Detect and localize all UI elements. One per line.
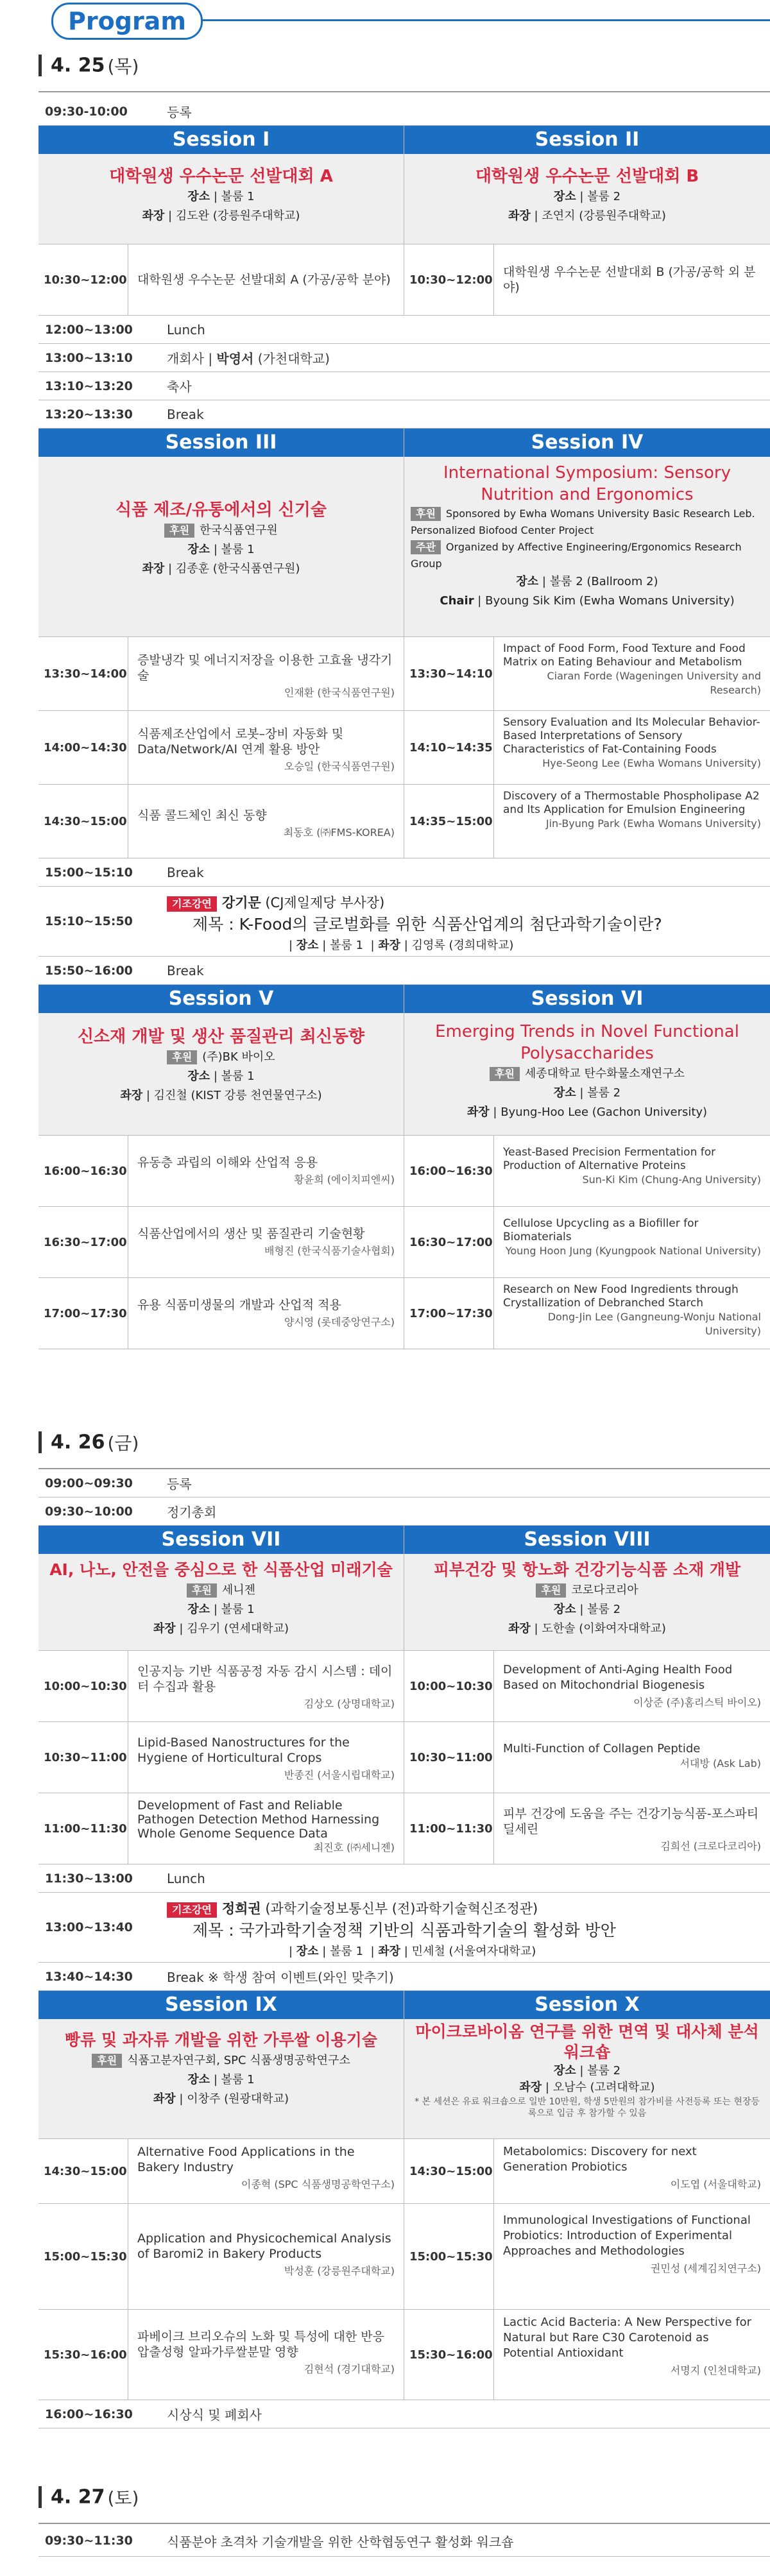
talk-time: 11:00~11:30	[404, 1793, 494, 1864]
keynote-speaker: 기조강연 정희권 (과학기술정보통신부 (전)과학기술혁신조정관)	[167, 1899, 770, 1918]
talk-time: 10:30~12:00	[404, 244, 494, 315]
session-chair: 좌장 | 도한솔 (이화여자대학교)	[508, 1622, 666, 1635]
day3-header	[38, 2484, 770, 2524]
keynote-body	[167, 887, 770, 956]
talk-content: 식품 콜드체인 최신 동향 최동호 (㈜FMS-KOREA)	[137, 808, 395, 839]
talk-row	[404, 2309, 770, 2400]
talk-content: Application and Physicochemical Analysis of Baromi2 in Bakery Products 박성훈 (강릉원주대학교)	[137, 2231, 395, 2277]
talk-content: Impact of Food Form, Food Texture and Food Matrix on Eating Behaviour and Metabolism Ciaran Forde (Wageningen University and Research)	[503, 642, 761, 696]
talk-content: Development of Fast and Reliable Pathogen Detection Method Harnessing Whole Genome Sequence Data 최진호 (㈜세니젠)	[137, 1798, 395, 1854]
session-venue: 장소 | 볼룸 2	[553, 1603, 621, 1616]
day1-schedule	[38, 98, 770, 1349]
session-sponsor: 후원 세니젠	[45, 1581, 397, 1600]
session-info	[38, 1013, 404, 1135]
talk-row	[404, 244, 770, 315]
session-organizer: 주관 Organized by Affective Engineering/Ergonomics Research Group	[411, 541, 742, 570]
keynote-venue: | 장소 | 볼룸 1 | 좌장 | 민세철 (서울여자대학교)	[289, 1945, 536, 1958]
talk-time: 16:30~17:00	[38, 1207, 128, 1277]
row-time: 13:20~13:30	[45, 407, 133, 422]
row-event: Break	[167, 962, 204, 978]
session-title: 식품 제조/유통에서의 신기술	[116, 500, 327, 520]
session-note: * 본 세션은 유료 워크숍으로 일반 10만원, 학생 5만원의 참가비를 사전등록 또는 현장등록으로 입금 후 참가할 수 있음	[415, 2097, 760, 2119]
keynote-row	[38, 887, 770, 957]
row-event: Lunch	[167, 321, 205, 337]
session-info	[404, 1013, 770, 1135]
talk-time: 11:00~11:30	[38, 1793, 128, 1864]
row-event: 개회사 | 박영서 (가천대학교)	[167, 351, 330, 366]
session-name: Session I	[38, 126, 404, 154]
day-bar	[38, 2486, 42, 2508]
session-name: Session VII	[38, 1526, 404, 1554]
row-event: Break	[167, 406, 204, 422]
talk-row	[404, 1135, 770, 1206]
schedule-row	[38, 400, 770, 429]
session-pair-9-10	[38, 1991, 770, 2400]
talk-time: 14:30~15:00	[38, 785, 128, 858]
keynote-venue: | 장소 | 볼룸 1 | 좌장 | 김영록 (경희대학교)	[289, 939, 514, 952]
row-event: Break	[167, 864, 204, 880]
talk-content: 인공지능 기반 식품공정 자동 감시 시스템 : 데이터 수집과 활용 김상오 (상명대학교)	[137, 1664, 395, 1710]
talk-row	[38, 2309, 404, 2400]
session-info	[404, 457, 770, 636]
schedule-row	[38, 1864, 770, 1893]
session-venue: 장소 | 볼룸 1	[187, 1603, 255, 1616]
schedule-row	[38, 858, 770, 887]
talk-content: Immunological Investigations of Functional Probiotics: Introduction of Experimental Approaches and Methodologies 권민성 (세계김치연구소)	[503, 2213, 761, 2274]
row-event: Break ※ 학생 참여 이벤트(와인 맞추기)	[167, 1970, 394, 1985]
session-title: 빵류 및 과자류 개발을 위한 가루쌀 이용기술	[65, 2031, 377, 2049]
talk-time: 14:00~14:30	[38, 711, 128, 784]
day-date: 4. 25	[51, 54, 105, 77]
session-info	[38, 457, 404, 636]
session-chair: 좌장 | Byung-Hoo Lee (Gachon University)	[466, 1105, 708, 1119]
row-time: 12:00~13:00	[45, 322, 133, 337]
row-event: Lunch	[167, 1870, 205, 1886]
session-venue: 장소 | 볼룸 2	[553, 1086, 621, 1100]
row-time: 09:30~10:00	[45, 1504, 133, 1519]
row-event: 등록	[167, 1476, 192, 1492]
talk-row	[404, 784, 770, 858]
session-title: AI, 나노, 안전을 중심으로 한 식품산업 미래기술	[49, 1560, 393, 1579]
schedule-row	[38, 372, 770, 400]
talk-content: 피부 건강에 도움을 주는 건강기능식품-포스파티딜세린 김희선 (크로다코리아)	[503, 1807, 761, 1852]
talk-row	[404, 710, 770, 784]
talk-time: 15:00~15:30	[38, 2204, 128, 2309]
talk-row	[38, 784, 404, 858]
session-x	[404, 1991, 770, 2400]
talk-row	[38, 1135, 404, 1206]
session-sponsor: 후원 Sponsored by Ewha Womans University Basic Research Leb. Personalized Biofood Center Project	[411, 508, 755, 536]
day-weekday: (금)	[107, 1433, 139, 1454]
session-sponsor: 후원 (주)BK 바이오	[45, 1048, 397, 1067]
session-title: 피부건강 및 항노화 건강기능식품 소재 개발	[433, 1560, 741, 1579]
talk-row	[38, 1721, 404, 1793]
program-header	[0, 0, 770, 38]
talk-content: Yeast-Based Precision Fermentation for Production of Alternative Proteins Sun-Ki Kim (Chung-Ang University)	[503, 1146, 761, 1186]
day-date: 4. 26	[51, 1431, 105, 1454]
keynote-row	[38, 1893, 770, 1963]
talk-content: 식품산업에서의 생산 및 품질관리 기술현황 배형진 (한국식품기술사협회)	[137, 1227, 395, 1257]
session-info	[404, 154, 770, 244]
session-name: Session VIII	[404, 1526, 770, 1554]
day-weekday: (토)	[107, 2487, 139, 2509]
day1-header	[38, 53, 770, 92]
talk-content: Sensory Evaluation and Its Molecular Behavior-Based Interpretations of Sensory Characteristics of Fat-Containing Foods Hye-Seong Lee (Ewha Womans University)	[503, 716, 761, 769]
talk-content: Lactic Acid Bacteria: A New Perspective for Natural but Rare C30 Carotenoid as Potential Antioxidant 서명지 (인천대학교)	[503, 2316, 761, 2376]
session-venue: 장소 | 볼룸 1	[187, 2073, 255, 2086]
keynote-speaker: 기조강연 강기문 (CJ제일제당 부사장)	[167, 893, 770, 912]
header-rule	[193, 19, 770, 21]
session-chair: Chair | Byoung Sik Kim (Ewha Womans University)	[440, 594, 735, 608]
session-info	[38, 1554, 404, 1650]
session-viii	[404, 1526, 770, 1864]
row-time: 13:00~13:10	[45, 350, 133, 365]
session-chair: 좌장 | 김우기 (연세대학교)	[153, 1622, 289, 1635]
session-title: 마이크로바이옴 연구를 위한 면역 및 대사체 분석 워크숍	[415, 2022, 759, 2061]
keynote-title: 제목 : K-Food의 글로벌화를 위한 식품산업계의 첨단과학기술이란?	[193, 915, 662, 934]
session-chair: 좌장 | 이창주 (원광대학교)	[153, 2092, 289, 2106]
talk-content: 파베이크 브리오슈의 노화 및 특성에 대한 반응압출성형 알파가루쌀분말 영향 김현석 (경기대학교)	[137, 2330, 395, 2375]
row-event: 등록	[167, 105, 192, 120]
row-event: 정기총회	[167, 1505, 217, 1520]
session-pair-5-6	[38, 985, 770, 1349]
talk-content: Cellulose Upcycling as a Biofiller for Biomaterials Young Hoon Jung (Kyungpook National University)	[503, 1217, 761, 1257]
talk-time: 10:30~11:00	[38, 1722, 128, 1793]
talk-row	[404, 1206, 770, 1277]
row-time: 09:30-10:00	[45, 104, 128, 119]
schedule-row	[38, 98, 770, 126]
session-pair-1-2	[38, 126, 770, 316]
session-chair: 좌장 | 김도완 (강릉원주대학교)	[142, 209, 300, 223]
session-name: Session IV	[404, 429, 770, 457]
talk-row	[38, 710, 404, 784]
row-time: 09:30~11:30	[45, 2534, 133, 2548]
session-sponsor: 후원 세종대학교 탄수화물소재연구소	[411, 1064, 764, 1084]
session-iv	[404, 429, 770, 858]
day-rule	[38, 2523, 770, 2524]
talk-row	[404, 2203, 770, 2309]
row-time: 09:00~09:30	[45, 1476, 133, 1490]
session-sponsor: 후원 코로다코리아	[411, 1581, 764, 1600]
session-ix	[38, 1991, 404, 2400]
keynote-title: 제목 : 국가과학기술정책 기반의 식품과학기술의 활성화 방안	[193, 1921, 616, 1940]
session-title: Emerging Trends in Novel Functional Polysaccharides	[435, 1022, 739, 1063]
talk-time: 17:00~17:30	[404, 1278, 494, 1349]
talk-time: 13:30~14:10	[404, 637, 494, 710]
talk-row	[404, 1793, 770, 1864]
session-venue: 장소 | 볼룸 1	[187, 190, 255, 203]
schedule-row	[38, 2400, 770, 2428]
session-title: 신소재 개발 및 생산 품질관리 최신동향	[77, 1027, 365, 1046]
talk-content: Lipid-Based Nanostructures for the Hygiene of Horticultural Crops 반종진 (서울시립대학교)	[137, 1736, 395, 1781]
schedule-row	[38, 957, 770, 985]
talk-time: 14:30~15:00	[404, 2139, 494, 2203]
session-vii	[38, 1526, 404, 1864]
talk-row	[38, 636, 404, 710]
talk-content: 유용 식품미생물의 개발과 산업적 적용 양시영 (롯데중앙연구소)	[137, 1298, 395, 1328]
day-bar	[38, 55, 42, 76]
talk-time: 14:10~14:35	[404, 711, 494, 784]
session-vi	[404, 985, 770, 1349]
schedule-row	[38, 1497, 770, 1526]
talk-time: 16:00~16:30	[38, 1136, 128, 1206]
session-title: 대학원생 우수논문 선발대회 B	[475, 167, 699, 186]
talk-time: 15:30~16:00	[404, 2310, 494, 2400]
row-event: 식품분야 초격차 기술개발을 위한 산학협동연구 활성화 워크숍	[167, 2534, 514, 2550]
session-venue: 장소 | 볼룸 2	[553, 190, 621, 203]
row-time: 13:00~13:40	[45, 1920, 133, 1934]
day2-schedule	[38, 1469, 770, 2428]
session-title: International Symposium: Sensory Nutrition and Ergonomics	[443, 463, 731, 504]
session-title: 대학원생 우수논문 선발대회 A	[109, 167, 333, 186]
talk-time: 10:30~12:00	[38, 244, 128, 315]
talk-row	[404, 1277, 770, 1349]
session-chair: 좌장 | 조연지 (강릉원주대학교)	[508, 209, 666, 223]
row-time: 13:10~13:20	[45, 379, 133, 393]
session-sponsor: 후원 식품고분자연구회, SPC 식품생명공학연구소	[45, 2051, 397, 2070]
session-name: Session X	[404, 1991, 770, 2019]
session-v	[38, 985, 404, 1349]
session-venue: 장소 | 볼룸 1	[187, 1070, 255, 1083]
schedule-row	[38, 316, 770, 344]
session-venue: 장소 | 볼룸 1	[187, 543, 255, 556]
day-weekday: (목)	[107, 56, 139, 77]
talk-content: 증발냉각 및 에너지저장을 이용한 고효율 냉각기술 인재환 (한국식품연구원)	[137, 653, 395, 699]
session-name: Session VI	[404, 985, 770, 1013]
session-venue: 장소 | 볼룸 2 (Ballroom 2)	[516, 575, 658, 588]
row-time: 15:00~15:10	[45, 865, 133, 880]
talk-row	[38, 1277, 404, 1349]
talk-row	[404, 1650, 770, 1721]
session-info	[404, 2019, 770, 2138]
row-time: 11:30~13:00	[45, 1871, 133, 1886]
session-name: Session III	[38, 429, 404, 457]
talk-time: 13:30~14:00	[38, 637, 128, 710]
talk-time: 14:35~15:00	[404, 785, 494, 858]
session-pair-3-4	[38, 429, 770, 858]
program-title: Program	[51, 3, 203, 40]
row-time: 16:00~16:30	[45, 2407, 133, 2421]
session-iii	[38, 429, 404, 858]
session-pair-7-8	[38, 1526, 770, 1864]
talk-row	[38, 1793, 404, 1864]
talk-time: 10:00~10:30	[38, 1651, 128, 1721]
talk-time: 16:00~16:30	[404, 1136, 494, 1206]
session-info	[38, 2019, 404, 2138]
talk-title: 대학원생 우수논문 선발대회 A (가공/공학 분야)	[137, 273, 391, 287]
session-name: Session IX	[38, 1991, 404, 2019]
schedule-row	[38, 1963, 770, 1991]
session-info	[404, 1554, 770, 1650]
talk-row	[404, 636, 770, 710]
schedule-row	[38, 2525, 770, 2557]
talk-row	[404, 1721, 770, 1793]
talk-row	[404, 2138, 770, 2203]
day-bar	[38, 1431, 42, 1453]
talk-time: 17:00~17:30	[38, 1278, 128, 1349]
session-i	[38, 126, 404, 315]
talk-row	[38, 244, 404, 315]
schedule-row	[38, 1469, 770, 1497]
talk-time: 15:00~15:30	[404, 2204, 494, 2309]
schedule-row	[38, 344, 770, 372]
day2-header	[38, 1429, 770, 1469]
session-name: Session V	[38, 985, 404, 1013]
day-date: 4. 27	[51, 2486, 105, 2509]
session-chair: 좌장 | 김진철 (KIST 강릉 천연물연구소)	[120, 1089, 322, 1102]
row-event: 시상식 및 폐회사	[167, 2407, 262, 2423]
talk-title: 대학원생 우수논문 선발대회 B (가공/공학 외 분야)	[503, 265, 756, 294]
talk-time: 14:30~15:00	[38, 2139, 128, 2203]
talk-row	[38, 1206, 404, 1277]
keynote-body	[167, 1893, 770, 1962]
talk-content: Alternative Food Applications in the Bakery Industry 이종혁 (SPC 식품생명공학연구소)	[137, 2145, 395, 2190]
talk-content: Research on New Food Ingredients through Crystallization of Debranched Starch Dong-Jin Lee (Gangneung-Wonju National University)	[503, 1283, 761, 1337]
talk-row	[38, 1650, 404, 1721]
talk-content: Metabolomics: Discovery for next Generation Probiotics 이도엽 (서울대학교)	[503, 2145, 761, 2190]
talk-content: Discovery of a Thermostable Phospholipase A2 and Its Application for Emulsion Engineering Jin-Byung Park (Ewha Womans University)	[503, 790, 761, 830]
session-info	[38, 154, 404, 244]
talk-content: Multi-Function of Collagen Peptide 서대방 (Ask Lab)	[503, 1742, 761, 1770]
session-chair: 좌장 | 오남수 (고려대학교)	[519, 2081, 655, 2094]
talk-content: Development of Anti-Aging Health Food Based on Mitochondrial Biogenesis 이상준 (주)홈리스틱 바이오)	[503, 1663, 761, 1709]
talk-content: 식품제조산업에서 로봇–장비 자동화 및 Data/Network/AI 연계 활용 방안 오승일 (한국식품연구원)	[137, 727, 395, 772]
session-venue: 장소 | 볼룸 2	[553, 2064, 621, 2077]
row-time: 13:40~14:30	[45, 1969, 133, 1984]
talk-time: 16:30~17:00	[404, 1207, 494, 1277]
session-name: Session II	[404, 126, 770, 154]
talk-time: 15:30~16:00	[38, 2310, 128, 2400]
row-event: 축사	[167, 379, 192, 395]
day3-schedule	[38, 2525, 770, 2557]
talk-time: 10:30~11:00	[404, 1722, 494, 1793]
talk-time: 10:00~10:30	[404, 1651, 494, 1721]
talk-row	[38, 2138, 404, 2203]
session-sponsor: 후원 한국식품연구원	[45, 521, 397, 540]
row-time: 15:10~15:50	[45, 914, 133, 928]
talk-content: 유동층 과립의 이해와 산업적 응용 황윤희 (에이치피엔씨)	[137, 1156, 395, 1186]
row-time: 15:50~16:00	[45, 963, 133, 978]
session-ii	[404, 126, 770, 315]
session-chair: 좌장 | 김종훈 (한국식품연구원)	[142, 562, 300, 576]
talk-row	[38, 2203, 404, 2309]
day-rule	[38, 91, 770, 92]
